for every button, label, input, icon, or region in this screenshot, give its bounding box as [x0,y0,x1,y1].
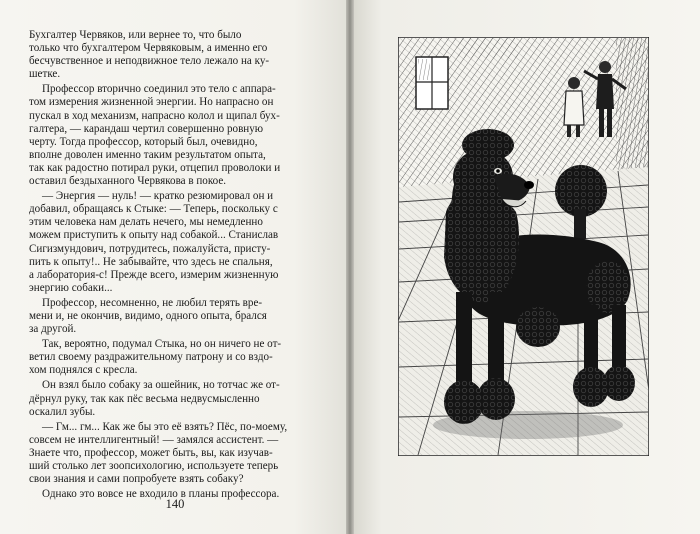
paragraph: Профессор, несомненно, не любил терять вре- мени и, не окончив, видимо, одного опыта, брался за другой. [29,296,267,336]
poodle-illustration [398,37,649,456]
page-number: 140 [165,497,185,511]
paragraph: — Энергия — нуль! — кратко резюмировал он и добавил, обращаясь к Стыке: — Теперь, поскольку с этим человека нам делать нечего, мы немедленно можем приступить к опыту над собакой... Станислав Сигизмундович, потрудитесь, пожалуйста, присту- пить к опыту!.. Не забывайте, что здесь не спальня, а лаборатория-с! Прежде всего, измерим жизненную энергию собаки... [29,190,279,294]
paragraph: Профессор вторично соединил это тело с аппара- том измерения жизненной энергии. Но напрасно он пускал в ход механизм, напрасно колол и щипал бух- галтера, — карандаш чертил совершенно ровную черту. Тогда профессор, который был, очевидно, вполне доволен именно таким результатом опыта, так как радостно потирал руки, отцепил проволоки и оставил бездыханного Червякова в покое. [29,83,281,188]
paragraph: — Гм... гм... Как же бы это её взять? Пёс, по-моему, совсем не интеллигентный! — замялся ассистент. — Знаете что, профессор, может быть, вы, как изучав- ший столько лет зоопсихологию, используете теперь свои знания и сами попробуете взять собаку? [29,420,288,486]
paragraph: Так, вероятно, подумал Стыка, но он ничего не от- ветил своему раздражительному патрону и со вздо- хом поднялся с кресла. [29,338,282,377]
paragraph: Он взял было собаку за ошейник, но тотчас же от- дёрнул руку, так как пёс весьма недвусмысленно оскалил зубы. [29,379,280,418]
body-text [29,29,333,503]
left-page [0,0,346,534]
book-gutter [346,0,354,534]
pillar [616,38,648,188]
paragraph: Однако это вовсе не входило в планы профессора. [42,488,280,501]
paragraph: Бухгалтер Червяков, или вернее то, что было только что бухгалтером Червяковым, а именно его бесчувственное и неподвижное тело лежало на ку- шетке. [29,29,270,81]
